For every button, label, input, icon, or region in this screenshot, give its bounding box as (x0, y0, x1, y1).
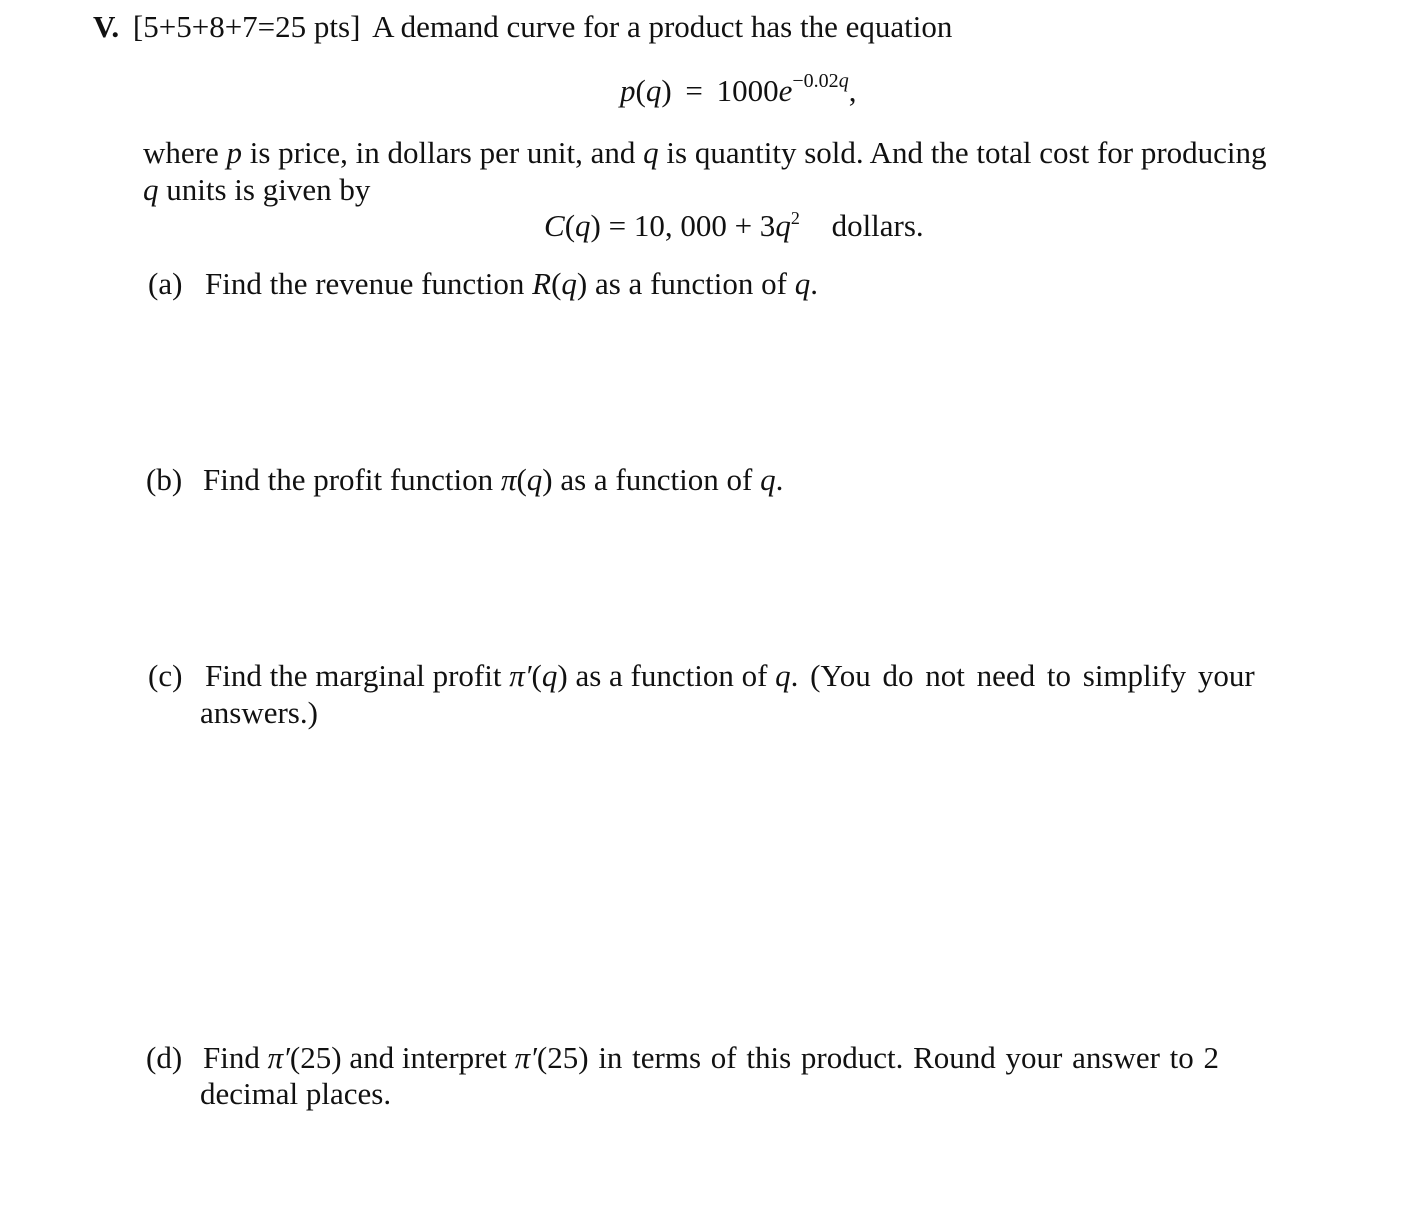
part-c-label: (c) (148, 658, 183, 693)
part-b-var-2: q (760, 462, 776, 497)
cost-var: q (575, 208, 591, 243)
part-c-var: q (541, 658, 558, 693)
demand-lhs-var: q (645, 73, 662, 108)
demand-coefficient: 1000 (716, 73, 779, 108)
marginal-profit-fn: π′ (509, 658, 532, 693)
price-var: p (226, 135, 242, 170)
part-b-text-a: Find the profit function (203, 462, 501, 497)
definitions-text-b: is price, in dollars per unit, and (241, 135, 644, 170)
part-a-var-2: q (794, 266, 811, 301)
demand-equals: = (685, 73, 703, 108)
problem-number: V. (93, 9, 120, 44)
part-a-text-a: Find the revenue function (205, 266, 533, 301)
demand-lhs-fn: p (620, 73, 636, 108)
profit-fn: π (500, 462, 517, 497)
revenue-fn: R (532, 266, 552, 301)
quantity-var-2: q (143, 172, 159, 207)
definitions-text-a: where (143, 135, 227, 170)
definitions-line-2 (143, 171, 370, 208)
part-d-line-2: decimal places. (200, 1076, 392, 1111)
cost-unit: dollars. (831, 208, 924, 243)
demand-base: e (778, 73, 793, 108)
marginal-profit-fn-d-2: π′ (514, 1040, 537, 1075)
part-b-var: q (526, 462, 543, 497)
demand-trailing: , (848, 73, 857, 108)
part-a: (a) Find the revenue function R(q) as a function of q. (148, 266, 818, 301)
part-c-text-a: Find the marginal profit (205, 658, 510, 693)
demand-equation: $p(q) = 1000e^{-0.02q}$, (620, 70, 857, 108)
part-a-var: q (561, 266, 577, 301)
part-a-label: (a) (148, 266, 183, 301)
demand-exponent-var: q (838, 70, 849, 92)
marginal-profit-fn-d: π′ (267, 1040, 290, 1075)
part-a-end: . (810, 266, 818, 301)
part-d-text-c: in terms of this product. Round your answer to 2 (588, 1040, 1220, 1075)
part-b-label: (b) (146, 462, 183, 497)
cost-equation: C(q) = 10, $000 + 3q^2$ dollars. (544, 208, 924, 243)
part-d-text-b: and interpret (341, 1040, 515, 1075)
part-d-arg-2: (25) (536, 1040, 589, 1075)
part-c-text-b: as a function of (567, 658, 776, 693)
part-d (146, 1039, 1219, 1076)
definitions-line-1 (143, 134, 1267, 171)
cost-rhs: = 10, 000 + 3 (600, 208, 776, 243)
definitions-text-d: units is given by (158, 172, 371, 207)
problem-points: [5+5+8+7=25 pts] (132, 9, 361, 44)
demand-exponent: −0.02 (792, 70, 839, 92)
part-b: (b) Find the profit function π(q) as a function of q. (146, 462, 784, 497)
part-d-text-a: Find (203, 1040, 268, 1075)
cost-rhs-var: q (775, 208, 791, 243)
part-d-arg: (25) (289, 1040, 342, 1075)
problem-intro: A demand curve for a product has the equation (372, 9, 953, 44)
problem-header (93, 8, 952, 45)
cost-fn: C (544, 208, 565, 243)
part-b-end: . (775, 462, 784, 497)
cost-power: 2 (790, 208, 800, 228)
part-c-text-c: . (You do not need to simplify your (790, 658, 1255, 693)
part-b-text-b: as a function of (552, 462, 761, 497)
part-c-line-2: answers.) (200, 695, 318, 730)
definitions-text-c: is quantity sold. And the total cost for producing (658, 135, 1267, 170)
part-c-var-2: q (775, 658, 791, 693)
quantity-var: q (643, 135, 659, 170)
part-a-text-b: as a function of (587, 266, 795, 301)
part-c: (c) Find the marginal profit π′(q) as a function of q. (You do not need to simplify your (148, 658, 1255, 693)
part-d-label: (d) (146, 1040, 183, 1075)
